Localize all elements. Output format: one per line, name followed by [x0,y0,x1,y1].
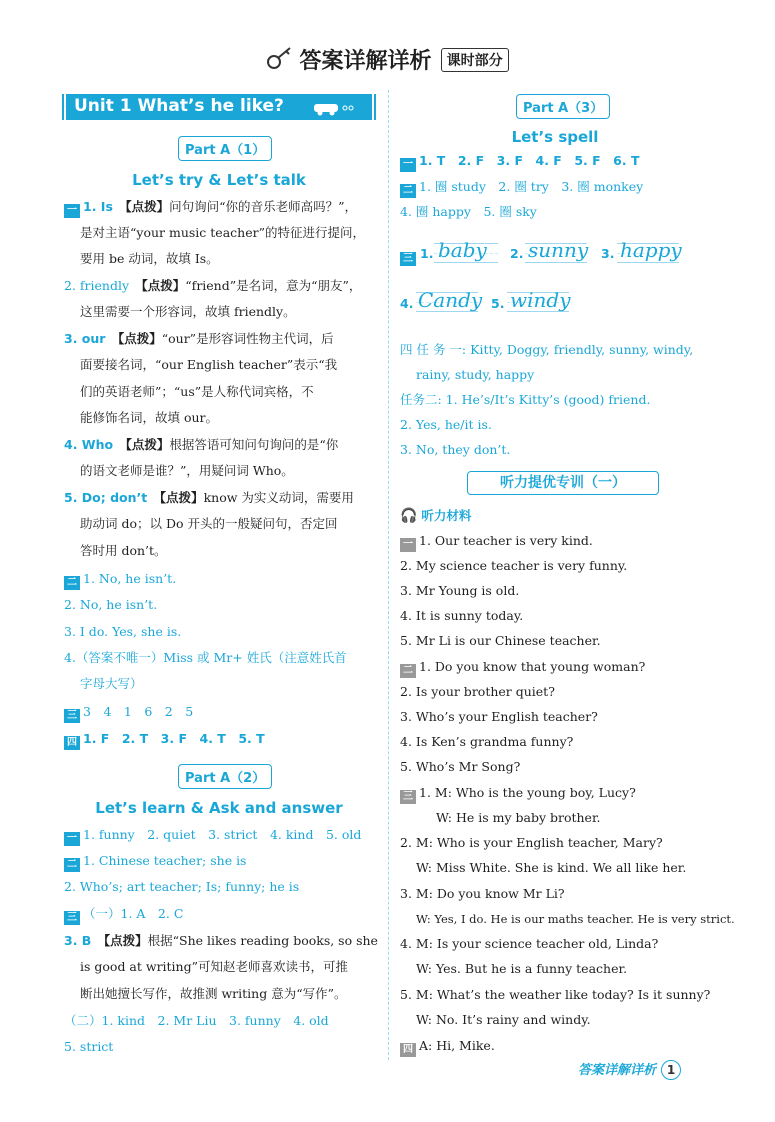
answer-line: 一 1. T 2. F 3. F 4. F 5. F 6. T [400,153,640,172]
section-one-icon: 一 [64,204,80,218]
page-number: 1 [661,1060,681,1080]
answer-line: 3. I do. Yes, she is. [64,624,182,639]
answer-line: 4.（答案不唯一）Miss 或 Mr+ 姓氏（注意姓氏首 [64,650,347,665]
answer-line: 2. No, he isn’t. [64,597,158,612]
answer-line: 们的英语老师”；“us”是人称代词宾格，不 [80,384,314,399]
transcript-line: 4. It is sunny today. [400,608,524,623]
answer-line: is good at writing”可知赵老师喜欢读书，可推 [80,959,348,974]
spell-title: Let’s spell [511,128,599,146]
answer-line: 5. strict [64,1039,114,1054]
answer-line: 二 1. No, he isn’t. [64,571,176,590]
page-footer [578,1059,698,1079]
answer-line: 4. Who 【点拨】根据答语可知问句询问的是“你 [64,437,339,452]
answer-line: rainy, study, happy [416,367,535,382]
section-four-icon: 四 [400,1043,416,1057]
answer-line: 的语文老师是谁？”，用疑问词 Who。 [80,463,294,478]
answer-line: 面要接名词，“our English teacher”表示“我 [80,357,338,372]
handwriting-answer: baby [438,238,487,262]
answer-line: （二）1. kind 2. Mr Liu 3. funny 4. old [64,1013,329,1028]
answer-line: 一 1. Is 【点拨】问句询问“你的音乐老师高吗？”， [64,199,357,218]
transcript-line: 4. Is Ken’s grandma funny? [400,734,574,749]
unit-title: Unit 1 What’s he like? [74,96,284,116]
transcript-line: 四 A: Hi, Mike. [400,1038,495,1057]
section-two-icon: 二 [64,858,80,872]
answer-line: 2. friendly 【点拨】“friend”是名词，意为“朋友”， [64,278,362,293]
answer-line: 任务二: 1. He’s/It’s Kitty’s (good) friend. [400,392,651,407]
transcript-line: 三 1. M: Who is the young boy, Lucy? [400,785,636,804]
section-two-icon: 二 [400,184,416,198]
transcript-line: 5. Mr Li is our Chinese teacher. [400,633,601,648]
part-a3-label: Part A（3） [516,94,610,119]
answer-line: 三 （一）1. A 2. C [64,906,183,925]
banner-bar [374,94,376,120]
transcript-line: 3. Who’s your English teacher? [400,709,598,724]
handwriting-answer: Candy [418,288,483,312]
section-four-icon: 四 [64,736,80,750]
transcript-line: 3. Mr Young is old. [400,583,520,598]
transcript-line: 一 1. Our teacher is very kind. [400,533,593,552]
learn-title: Let’s learn & Ask and answer [95,799,343,817]
section-one-icon: 一 [64,832,80,846]
listening-section-box [467,471,659,495]
answer-line: 3. B 【点拨】根据“She likes reading books, so she [64,933,378,948]
section-three-icon: 三 [64,709,80,723]
transcript-line: 2. M: Who is your English teacher, Mary? [400,835,663,850]
answer-line: 一 1. funny 2. quiet 3. strict 4. kind 5. old [64,827,361,846]
answer-line: 能修饰名词，故填 our。 [80,410,219,425]
part-a1-label: Part A（1） [178,136,272,161]
section-two-icon: 二 [400,664,416,678]
section-three-icon: 三 [400,790,416,804]
answer-line: 3. our 【点拨】“our”是形容词性物主代词，后 [64,331,334,346]
section-two-icon: 二 [64,576,80,590]
section-one-icon: 一 [400,538,416,552]
answer-line: 三 3 4 1 6 2 5 [64,704,193,723]
footer-label: 答案详解详析 [578,1063,657,1078]
answer-line: 4. 圈 happy 5. 圈 sky [400,204,537,219]
handwriting-answer: sunny [528,238,589,262]
handwriting-answer: happy [620,238,682,262]
answer-line: 5. Do; don’t 【点拨】know 为实义动词，需要用 [64,490,354,505]
transcript-line: 2. My science teacher is very funny. [400,558,628,573]
answer-line: 四 任 务 一: Kitty, Doggy, friendly, sunny, windy, [400,342,694,357]
answer-line: 2. Yes, he/it is. [400,417,492,432]
answer-line: 3. No, they don’t. [400,442,511,457]
listening-title: 听力提优专训（一） [500,475,626,491]
answer-line: 要用 be 动词，故填 Is。 [80,251,219,266]
car-icon [312,98,354,120]
transcript-line: 5. M: What’s the weather like today? Is it sunny? [400,987,711,1002]
header-title: 答案详解详析 [299,49,432,74]
key-icon [266,46,294,74]
section-one-icon: 一 [400,158,416,172]
transcript-line: W: Yes. But he is a funny teacher. [416,961,628,976]
handwriting-answer: windy [510,288,571,312]
part-a2-label: Part A（2） [178,764,272,789]
headphones-icon: 🎧 [400,508,418,524]
answer-line: 答时用 don’t。 [80,543,167,558]
answer-line: 断出她擅长写作，故推测 writing 意为“写作”。 [80,986,347,1001]
answer-line: 助动词 do；以 Do 开头的一般疑问句，否定回 [80,516,338,531]
column-divider [388,90,389,1060]
section-three-icon: 三 [400,244,419,266]
transcript-line: 4. M: Is your science teacher old, Linda? [400,936,659,951]
answer-line: 2. Who’s; art teacher; Is; funny; he is [64,879,300,894]
transcript-line: W: Miss White. She is kind. We all like her. [416,860,687,875]
transcript-line: 3. M: Do you know Mr Li? [400,886,565,901]
section-three-icon: 三 [64,911,80,925]
answer-line: 四 1. F 2. T 3. F 4. T 5. T [64,731,265,750]
answer-line: 这里需要一个形容词，故填 friendly。 [80,304,296,319]
answer-line: 二 1. 圈 study 2. 圈 try 3. 圈 monkey [400,179,643,198]
transcript-line: 2. Is your brother quiet? [400,684,555,699]
transcript-line: W: No. It’s rainy and windy. [416,1012,591,1027]
page-header [0,44,775,84]
transcript-line: W: He is my baby brother. [436,810,601,825]
listening-subtitle: 🎧 听力材料 [400,508,472,524]
header-tag: 课时部分 [441,48,509,72]
answer-line: 是对主语“your music teacher”的特征进行提问， [80,225,365,240]
answer-line: 字母大写） [80,676,143,691]
banner-bar [62,94,64,120]
answer-line: 二 1. Chinese teacher; she is [64,853,246,872]
talk-title: Let’s try & Let’s talk [132,171,306,189]
transcript-line: 二 1. Do you know that young woman? [400,659,645,678]
transcript-line: W: Yes, I do. He is our maths teacher. He is very strict. [416,912,735,926]
unit-banner [66,94,372,120]
transcript-line: 5. Who’s Mr Song? [400,759,521,774]
